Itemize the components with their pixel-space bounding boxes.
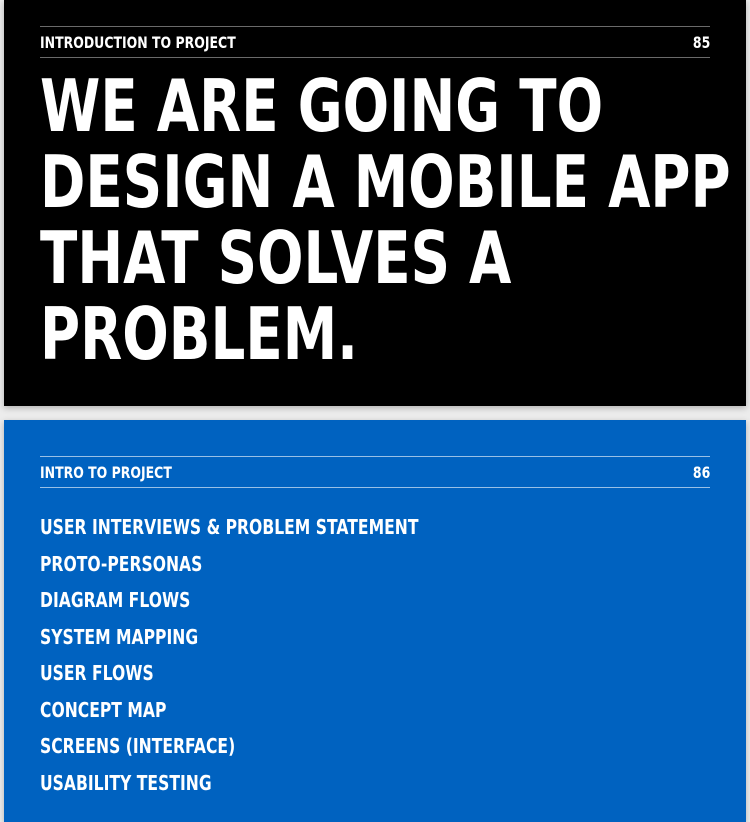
list-item: USABILITY TESTING	[40, 770, 212, 795]
list-item: CONCEPT MAP	[40, 697, 167, 722]
slide-85	[4, 0, 746, 406]
slide-header	[40, 456, 710, 488]
list-item: PROTO-PERSONAS	[40, 551, 203, 576]
headline-line: WE ARE GOING TO	[40, 64, 604, 148]
slide-header	[40, 26, 710, 58]
list-item: SCREENS (INTERFACE)	[40, 734, 236, 759]
headline-line: PROBLEM.	[40, 292, 358, 376]
section-title: INTRO TO PROJECT	[40, 462, 172, 482]
page-number: 85	[692, 32, 710, 52]
project-steps-list	[40, 509, 525, 801]
list-item: DIAGRAM FLOWS	[40, 588, 191, 613]
section-title: INTRODUCTION TO PROJECT	[40, 32, 236, 52]
headline-line: THAT SOLVES A	[40, 216, 512, 300]
list-item: USER FLOWS	[40, 661, 154, 686]
list-item: USER INTERVIEWS & PROBLEM STATEMENT	[40, 515, 419, 540]
headline-line: DESIGN A MOBILE APP	[40, 140, 731, 224]
headline	[40, 64, 731, 376]
list-item: SYSTEM MAPPING	[40, 624, 199, 649]
slide-86	[4, 420, 746, 822]
page-number: 86	[692, 462, 710, 482]
